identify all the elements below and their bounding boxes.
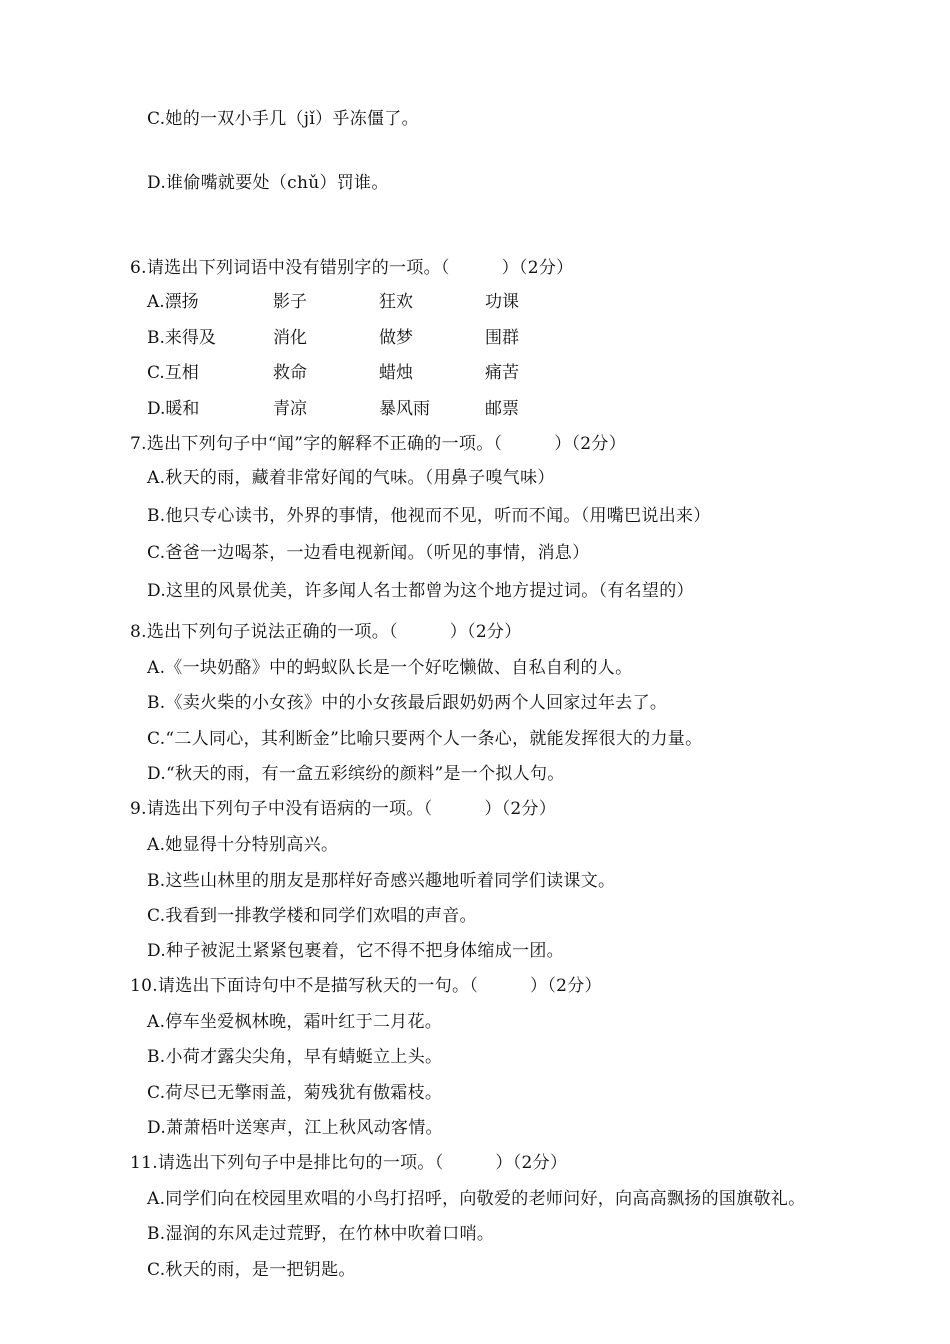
q11-option-c: C.秋天的雨，是一把钥匙。 bbox=[147, 1260, 356, 1280]
q11-option-a: A.同学们向在校园里欢唱的小鸟打招呼，向敬爱的老师问好，向高高飘扬的国旗敬礼。 bbox=[147, 1189, 806, 1209]
q10-option-b: B.小荷才露尖尖角，早有蜻蜓立上头。 bbox=[147, 1047, 443, 1067]
q6-row-d-word1: 青凉 bbox=[273, 399, 307, 419]
q6-row-d-word2: 暴风雨 bbox=[379, 399, 430, 419]
q11-option-b: B.湿润的东风走过荒野，在竹林中吹着口哨。 bbox=[147, 1224, 495, 1244]
q6-row-a-word2: 狂欢 bbox=[379, 292, 413, 312]
q10-option-c: C.荷尽已无擎雨盖，菊残犹有傲霜枝。 bbox=[147, 1083, 443, 1103]
q9-question: 9.请选出下列句子中没有语病的一项。（ ）（2分） bbox=[130, 799, 557, 819]
q6-row-a-word3: 功课 bbox=[485, 292, 519, 312]
prev-option-d: D.谁偷嘴就要处（chǔ）罚谁。 bbox=[147, 173, 389, 193]
q7-question: 7.选出下列句子中“闻”字的解释不正确的一项。（ ）（2分） bbox=[130, 434, 627, 454]
q9-option-a: A.她显得十分特别高兴。 bbox=[147, 835, 339, 855]
q6-row-b-label: B.来得及 bbox=[147, 328, 216, 348]
q6-row-c-label: C.互相 bbox=[147, 363, 199, 383]
q8-option-a: A.《一块奶酪》中的蚂蚁队长是一个好吃懒做、自私自利的人。 bbox=[147, 658, 633, 678]
q10-question: 10.请选出下面诗句中不是描写秋天的一句。（ ）（2分） bbox=[130, 976, 602, 996]
q7-option-b: B.他只专心读书，外界的事情，他视而不见，听而不闻。（用嘴巴说出来） bbox=[147, 506, 711, 526]
q6-row-c-word2: 蜡烛 bbox=[379, 363, 413, 383]
q11-question: 11.请选出下列句子中是排比句的一项。（ ）（2分） bbox=[130, 1153, 568, 1173]
q6-row-a-word1: 影子 bbox=[273, 292, 307, 312]
prev-option-c: C.她的一双小手几（jǐ）乎冻僵了。 bbox=[147, 109, 419, 129]
q6-row-d-label: D.暖和 bbox=[147, 399, 200, 419]
q6-row-d-word3: 邮票 bbox=[485, 399, 519, 419]
q8-option-b: B.《卖火柴的小女孩》中的小女孩最后跟奶奶两个人回家过年去了。 bbox=[147, 693, 668, 713]
q6-row-b-word3: 围群 bbox=[485, 328, 519, 348]
q9-option-c: C.我看到一排教学楼和同学们欢唱的声音。 bbox=[147, 906, 477, 926]
q9-option-b: B.这些山林里的朋友是那样好奇感兴趣地听着同学们读课文。 bbox=[147, 871, 616, 891]
q8-question: 8.选出下列句子说法正确的一项。（ ）（2分） bbox=[130, 622, 522, 642]
q6-row-b-word1: 消化 bbox=[273, 328, 307, 348]
q7-option-d: D.这里的风景优美，许多闻人名士都曾为这个地方提过词。（有名望的） bbox=[147, 581, 694, 601]
q6-question: 6.请选出下列词语中没有错别字的一项。（ ）（2分） bbox=[130, 258, 574, 278]
q10-option-d: D.萧萧梧叶送寒声，江上秋风动客情。 bbox=[147, 1118, 443, 1138]
q10-option-a: A.停车坐爱枫林晚，霜叶红于二月花。 bbox=[147, 1012, 443, 1032]
q6-row-c-word3: 痛苦 bbox=[485, 363, 519, 383]
q6-row-b-word2: 做梦 bbox=[379, 328, 413, 348]
q7-option-c: C.爸爸一边喝茶，一边看电视新闻。（听见的事情，消息） bbox=[147, 543, 590, 563]
q7-option-a: A.秋天的雨，藏着非常好闻的气味。（用鼻子嗅气味） bbox=[147, 468, 555, 488]
q8-option-c: C.“二人同心，其利断金”比喻只要两个人一条心，就能发挥很大的力量。 bbox=[147, 729, 703, 749]
q6-row-a-label: A.漂扬 bbox=[147, 292, 199, 312]
q6-row-c-word1: 救命 bbox=[273, 363, 307, 383]
q9-option-d: D.种子被泥土紧紧包裹着，它不得不把身体缩成一团。 bbox=[147, 941, 564, 961]
q8-option-d: D.“秋天的雨，有一盒五彩缤纷的颜料”是一个拟人句。 bbox=[147, 764, 565, 784]
